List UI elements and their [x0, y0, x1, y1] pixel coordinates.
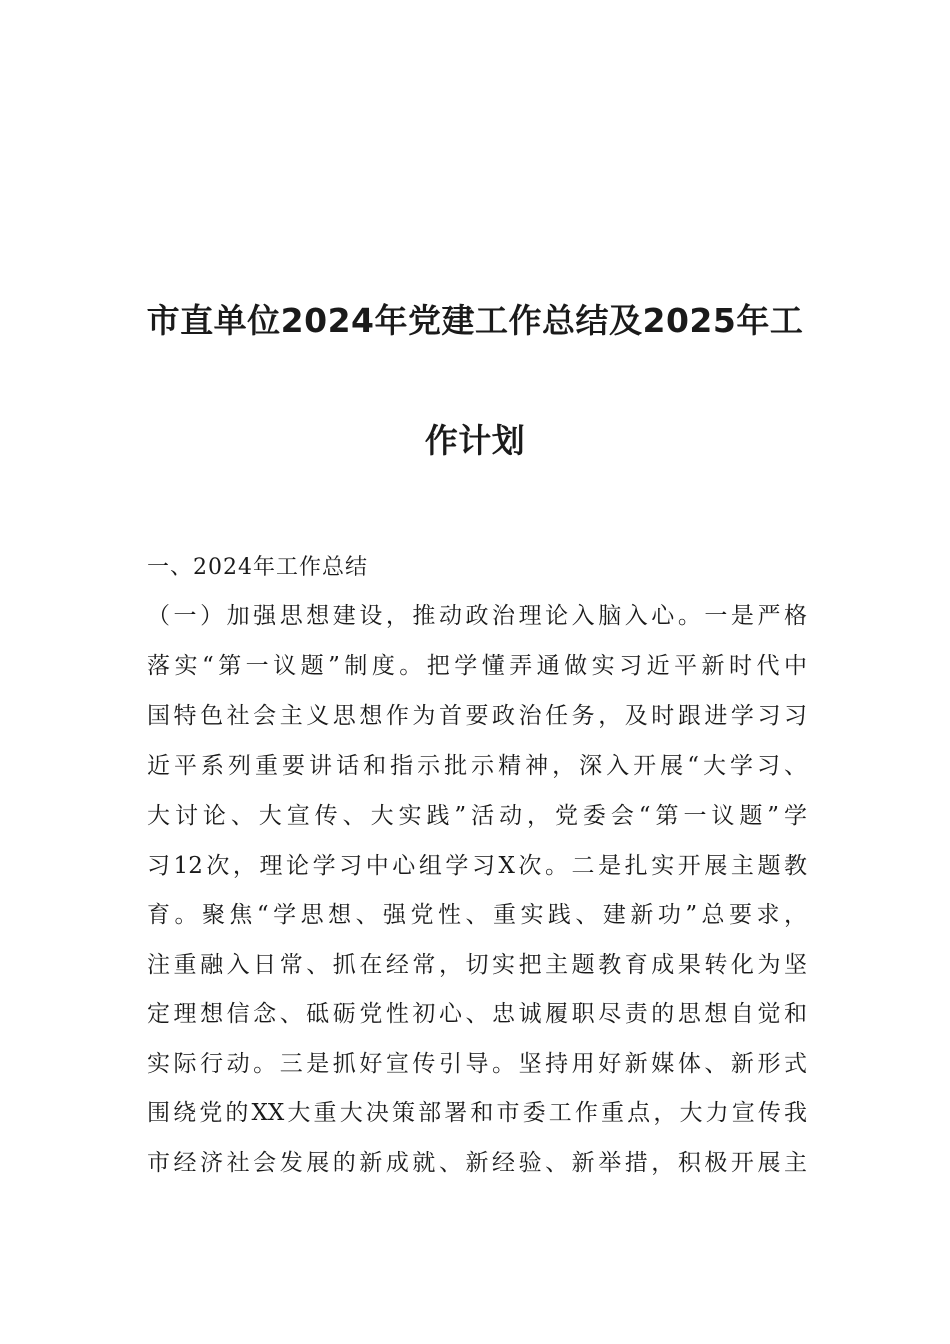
- paragraph-line: 国特色社会主义思想作为首要政治任务，及时跟进学习习: [147, 703, 807, 729]
- document-title-line-2: 作计划: [424, 421, 526, 460]
- document-title-line-1: 市直单位2024年党建工作总结及2025年工: [146, 301, 804, 340]
- paragraph-line: （一）加强思想建设，推动政治理论入脑入心。一是严格: [147, 603, 807, 629]
- paragraph-line: 习12次，理论学习中心组学习X次。二是扎实开展主题教: [147, 853, 807, 879]
- paragraph-line: 落实“第一议题”制度。把学懂弄通做实习近平新时代中: [147, 653, 807, 679]
- paragraph-line: 近平系列重要讲话和指示批示精神，深入开展“大学习、: [147, 753, 807, 779]
- paragraph-line: 实际行动。三是抓好宣传引导。坚持用好新媒体、新形式: [147, 1051, 807, 1077]
- section-heading: 一、2024年工作总结: [147, 555, 368, 580]
- paragraph-line: 育。聚焦“学思想、强党性、重实践、建新功”总要求，: [147, 902, 807, 928]
- paragraph-line: 大讨论、大宣传、大实践”活动，党委会“第一议题”学: [147, 803, 807, 829]
- paragraph-line: 定理想信念、砥砺党性初心、忠诚履职尽责的思想自觉和: [147, 1001, 807, 1027]
- paragraph-line: 围绕党的XX大重大决策部署和市委工作重点，大力宣传我: [147, 1100, 807, 1126]
- paragraph-line: 市经济社会发展的新成就、新经验、新举措，积极开展主: [147, 1150, 807, 1176]
- paragraph-line: 注重融入日常、抓在经常，切实把主题教育成果转化为坚: [147, 952, 807, 978]
